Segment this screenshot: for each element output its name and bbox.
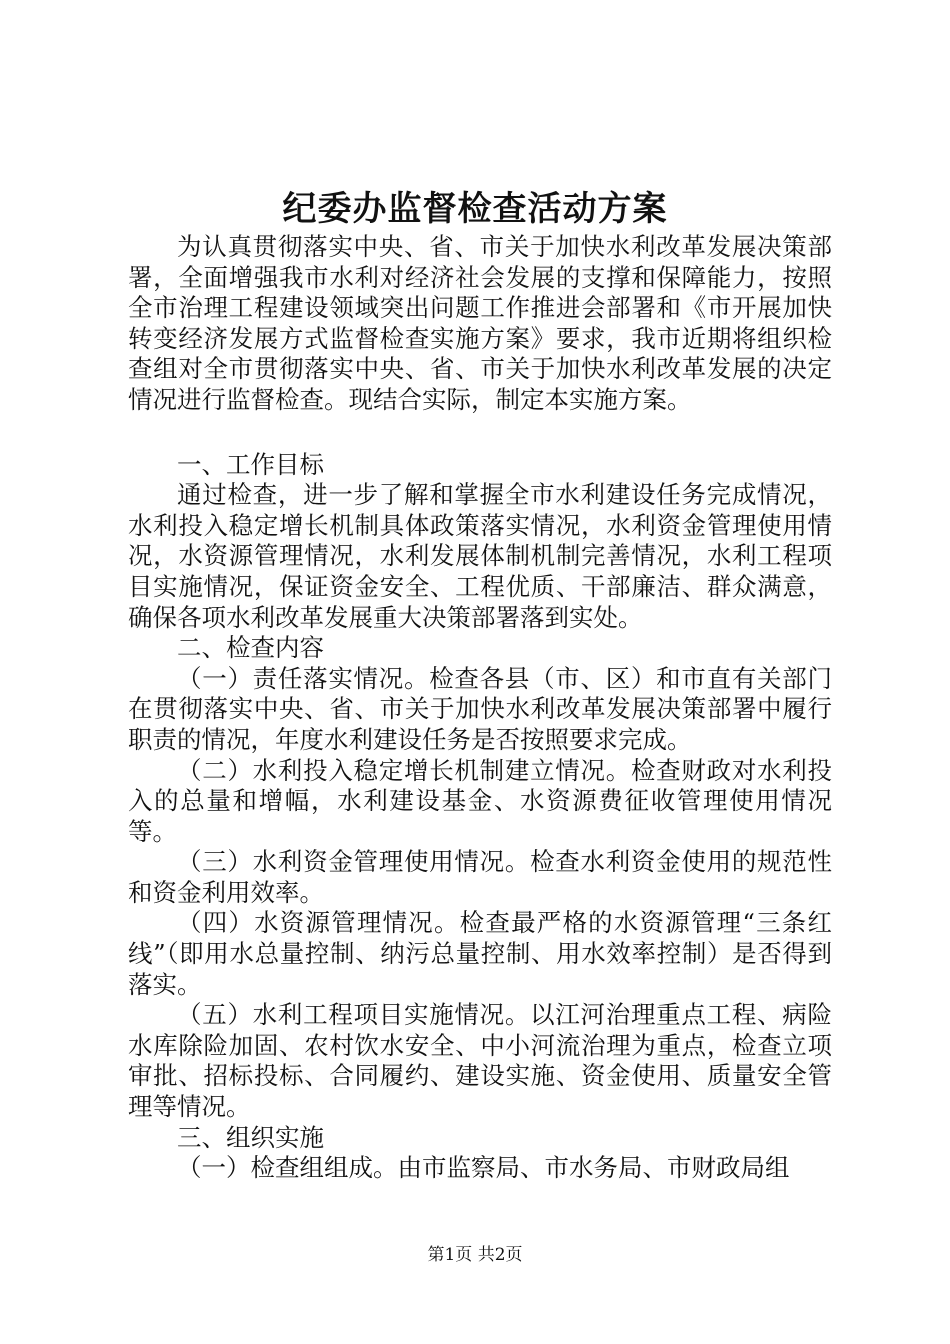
intro-paragraph: 为认真贯彻落实中央、省、市关于加快水利改革发展决策部署，全面增强我市水利对经济社会发展的支撑和保障能力，按照全市治理工程建设领域突出问题工作推进会部署和《市开展加快转变经济发展方式监督检查实施方案》要求，我市近期将组织检查组对全市贯彻落实中央、省、市关于加快水利改革发展的决定情况进行监督检查。现结合实际，制定本实施方案。 <box>128 232 832 414</box>
section-heading-content: 二、检查内容 <box>177 633 324 663</box>
content-item-1: （一）责任落实情况。检查各县（市、区）和市直有关部门在贯彻落实中央、省、市关于加快水利改革发展决策部署中履行职责的情况，年度水利建设任务是否按照要求完成。 <box>128 663 832 754</box>
goals-paragraph: 通过检查，进一步了解和掌握全市水利建设任务完成情况，水利投入稳定增长机制具体政策落实情况，水利资金管理使用情况，水资源管理情况，水利发展体制机制完善情况，水利工程项目实施情况，保证资金安全、工程优质、干部廉洁、群众满意，确保各项水利改革发展重大决策部署落到实处。 <box>128 480 832 632</box>
page-number: 第1页 共2页 <box>427 1245 523 1265</box>
organization-item-1: （一）检查组组成。由市监察局、市水务局、市财政局组 <box>177 1153 790 1183</box>
content-item-2: （二）水利投入稳定增长机制建立情况。检查财政对水利投入的总量和增幅，水利建设基金、水资源费征收管理使用情况等。 <box>128 755 832 846</box>
document-body <box>128 232 832 1184</box>
content-item-4: （四）水资源管理情况。检查最严格的水资源管理“三条红线”（即用水总量控制、纳污总量控制、用水效率控制）是否得到落实。 <box>128 908 832 999</box>
section-heading-organization: 三、组织实施 <box>177 1122 324 1152</box>
section-heading-goals: 一、工作目标 <box>177 449 324 479</box>
document-title: 纪委办监督检查活动方案 <box>282 189 668 229</box>
content-item-3: （三）水利资金管理使用情况。检查水利资金使用的规范性和资金利用效率。 <box>128 847 832 907</box>
paragraph-spacer <box>128 416 832 450</box>
content-item-5: （五）水利工程项目实施情况。以江河治理重点工程、病险水库除险加固、农村饮水安全、中小河流治理为重点，检查立项审批、招标投标、合同履约、建设实施、资金使用、质量安全管理等情况。 <box>128 1000 832 1122</box>
